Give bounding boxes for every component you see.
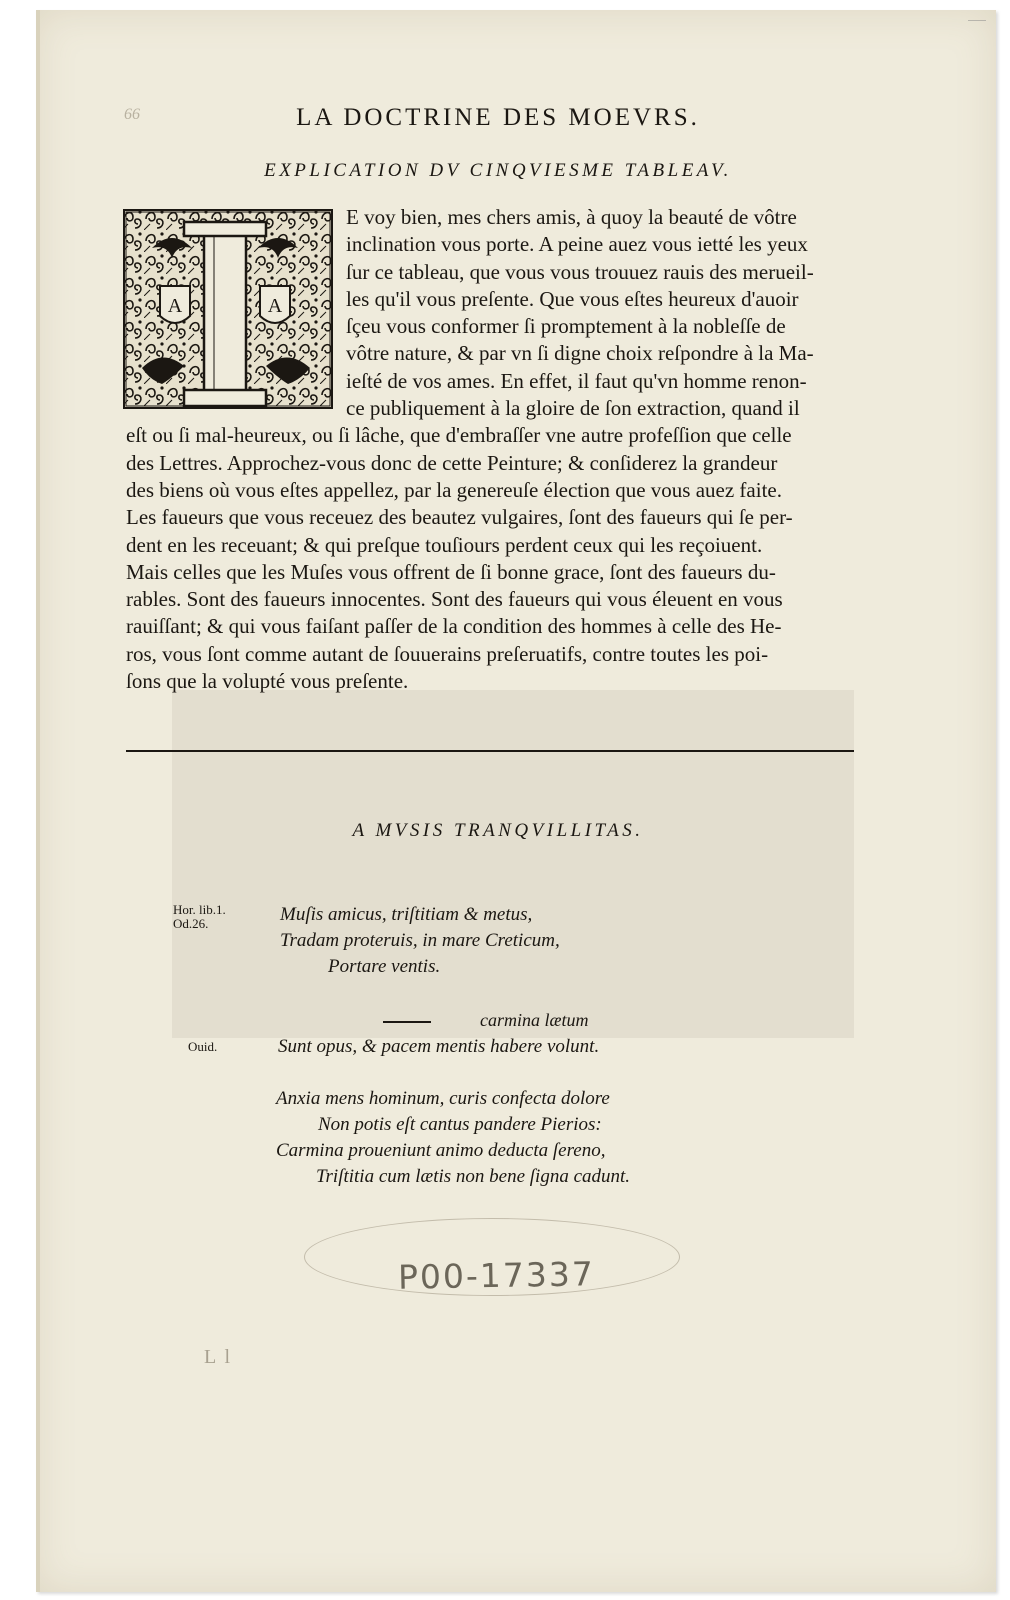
text-line: vôtre nature, & par vn ſi digne choix reſpondre à la Ma- xyxy=(346,341,814,366)
verse-line: Triſtitia cum lætis non bene ſigna cadunt. xyxy=(316,1166,631,1187)
corner-mark xyxy=(968,6,986,21)
text-line: les qu'il vous preſente. Que vous eſtes heureux d'auoir xyxy=(346,286,799,311)
text-line: des Lettres. Approchez-vous donc de cette Peinture; & conſiderez la grandeur xyxy=(126,450,778,475)
margin-note-ovid: Ouid. xyxy=(188,1039,218,1054)
text-line: inclination vous porte. A peine auez vous ietté les yeux xyxy=(346,232,808,257)
text-line: Les faueurs que vous receuez des beautez vulgaires, ſont des faueurs qui ſe per- xyxy=(126,505,793,530)
svg-text:A: A xyxy=(167,295,183,317)
text-line: des biens où vous eſtes appellez, par la genereuſe élection que vous auez faite. xyxy=(126,477,782,502)
text-line: ſur ce tableau, que vous vous trouuez rauis des merueil- xyxy=(346,259,814,284)
body-paragraph xyxy=(126,204,872,695)
text-line: E voy bien, mes chers amis, à quoy la beauté de vôtre xyxy=(346,205,797,229)
inventory-number: P00-17337 xyxy=(397,1254,596,1297)
verse-line: carmina lætum xyxy=(480,1010,589,1030)
sheet-edge xyxy=(36,10,40,1592)
verse-line: Anxia mens hominum, curis confecta dolore xyxy=(276,1088,610,1109)
text-line: rauiſſant; & qui vous faiſant paſſer de la condition des hommes à celle des He- xyxy=(126,614,782,639)
margin-note-line: Od.26. xyxy=(173,916,209,931)
verse-dash xyxy=(383,1021,431,1023)
running-head: LA DOCTRINE DES MOEVRS. xyxy=(296,104,700,131)
chapter-subhead: EXPLICATION DV CINQVIESME TABLEAV. xyxy=(264,160,732,181)
motto-heading: A MVSIS TRANQVILLITAS. xyxy=(352,820,644,841)
text-line: rables. Sont des faueurs innocentes. Sont des faueurs qui vous éleuent en vous xyxy=(126,587,783,612)
signature-mark: L l xyxy=(204,1346,233,1368)
text-line: ſçeu vous conformer ſi promptement à la nobleſſe de xyxy=(346,314,786,339)
verse-line: Portare ventis. xyxy=(328,956,441,977)
verse-line: Sunt opus, & pacem mentis habere volunt. xyxy=(278,1036,600,1057)
verse-line: Non potis eſt cantus pandere Pierios: xyxy=(318,1114,602,1135)
text-line: ieſté de vos ames. En effet, il faut qu'vn homme renon- xyxy=(346,368,807,393)
page-number-ghost: 66 xyxy=(124,106,140,123)
text-line: ros, vous ſont comme autant de ſouuerains preſeruatifs, contre toutes les poi- xyxy=(126,641,769,666)
show-through-plate xyxy=(172,690,854,1038)
margin-note-line: Hor. lib.1. xyxy=(173,902,226,917)
verse-line: Tradam proteruis, in mare Creticum, xyxy=(280,930,560,951)
svg-text:A: A xyxy=(267,295,283,317)
horizontal-rule xyxy=(126,750,854,752)
text-line: eſt ou ſi mal-heureux, ou ſi lâche, que d'embraſſer vne autre profeſſion que celle xyxy=(126,423,792,448)
margin-note-horace xyxy=(173,903,226,931)
verse-line: Carmina proueniunt animo deducta ſereno, xyxy=(276,1140,606,1161)
text-line: dent en les receuant; & qui preſque touſiours perdent ceux qui les reçoiuent. xyxy=(126,532,763,557)
text-line: ſons que la volupté vous preſente. xyxy=(126,669,409,694)
text-line: Mais celles que les Muſes vous offrent de ſi bonne grace, ſont des faueurs du- xyxy=(126,559,776,584)
verse-line: Muſis amicus, triſtitiam & metus, xyxy=(280,904,533,925)
text-line: ce publiquement à la gloire de ſon extraction, quand il xyxy=(346,396,800,421)
